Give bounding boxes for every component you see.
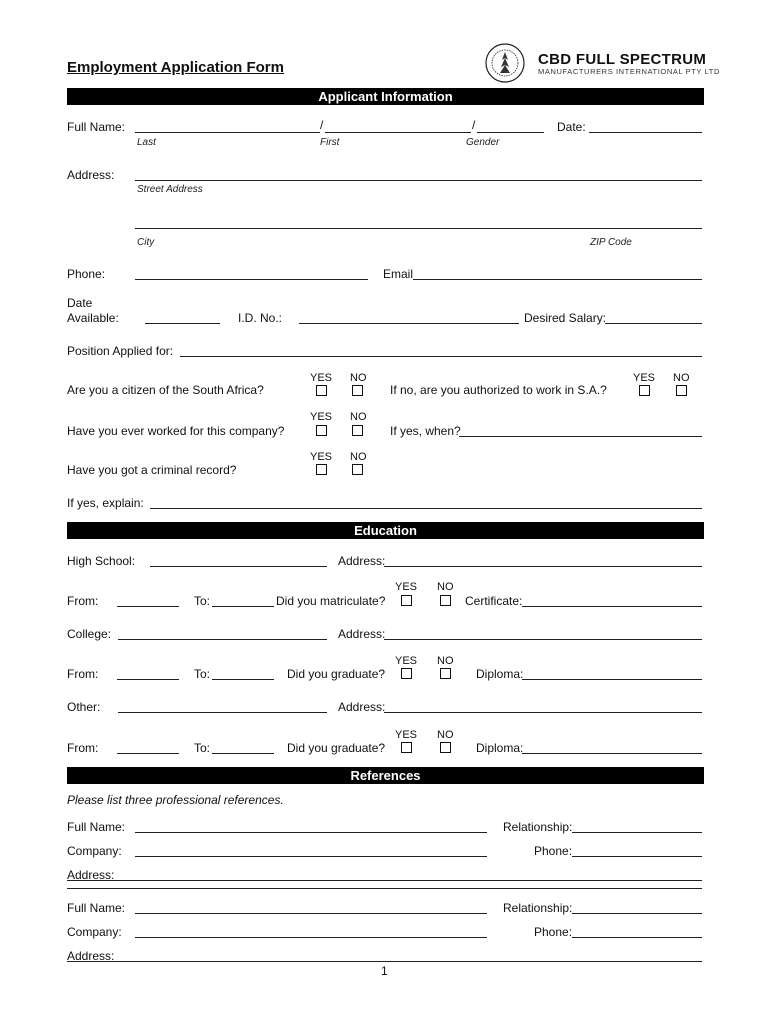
date-label: Date: [557, 120, 586, 134]
ref2-relationship-field[interactable] [572, 913, 702, 914]
criminal-yes-checkbox[interactable] [316, 464, 327, 475]
high-school-from-label: From: [67, 594, 99, 608]
college-to-label: To: [194, 667, 211, 681]
high-school-from-field[interactable] [117, 606, 179, 607]
college-address-label: Address: [338, 627, 386, 641]
date-field[interactable] [589, 132, 702, 133]
college-graduate-no-checkbox[interactable] [440, 668, 451, 679]
city-zip-field[interactable] [135, 228, 702, 229]
criminal-no-label: NO [350, 451, 367, 463]
other-diploma-label: Diploma: [476, 741, 524, 755]
other-field[interactable] [118, 712, 327, 713]
college-from-field[interactable] [117, 679, 179, 680]
page-number: 1 [381, 964, 388, 978]
position-field[interactable] [180, 356, 702, 357]
citizen-question: Are you a citizen of the South Africa? [67, 383, 264, 397]
ref2-phone-field[interactable] [572, 937, 702, 938]
name-separator: / [320, 118, 324, 132]
zip-caption: ZIP Code [590, 237, 632, 248]
college-from-label: From: [67, 667, 99, 681]
high-school-to-field[interactable] [212, 606, 274, 607]
other-graduate-question: Did you graduate? [287, 741, 386, 755]
references-instruction: Please list three professional references. [67, 793, 284, 807]
date-available-field[interactable] [145, 323, 220, 324]
gender-field[interactable] [477, 132, 544, 133]
other-graduate-no-checkbox[interactable] [440, 742, 451, 753]
desired-salary-label: Desired Salary: [524, 311, 607, 325]
logo-subtitle: MANUFACTURERS INTERNATIONAL PTY LTD [538, 67, 720, 76]
matriculate-no-checkbox[interactable] [440, 595, 451, 606]
when-field[interactable] [459, 436, 702, 437]
college-label: College: [67, 627, 112, 641]
ref2-address-label: Address: [67, 949, 115, 963]
ref2-full-name-field[interactable] [135, 913, 487, 914]
matriculate-yes-label: YES [395, 581, 418, 593]
address-label: Address: [67, 168, 115, 182]
college-graduate-yes-checkbox[interactable] [401, 668, 412, 679]
certificate-label: Certificate: [465, 594, 523, 608]
ref1-address-field[interactable] [67, 880, 702, 881]
form-title: Employment Application Form [67, 59, 284, 76]
phone-label: Phone: [67, 267, 106, 281]
high-school-to-label: To: [194, 594, 211, 608]
ref1-relationship-label: Relationship: [503, 820, 573, 834]
college-graduate-no-label: NO [437, 655, 454, 667]
ref2-company-label: Company: [67, 925, 122, 939]
citizen-no-label: NO [350, 372, 367, 384]
explain-field[interactable] [150, 508, 702, 509]
section-references: References [67, 767, 704, 784]
worked-no-checkbox[interactable] [352, 425, 363, 436]
email-field[interactable] [413, 279, 702, 280]
citizen-no-checkbox[interactable] [352, 385, 363, 396]
ref1-company-label: Company: [67, 844, 122, 858]
other-to-label: To: [194, 741, 211, 755]
citizen-yes-label: YES [310, 372, 333, 384]
date-available-label-2: Available: [67, 311, 119, 325]
full-name-first-field[interactable] [325, 132, 471, 133]
high-school-address-field[interactable] [384, 566, 702, 567]
ref1-company-field[interactable] [135, 856, 487, 857]
id-no-field[interactable] [299, 323, 519, 324]
other-graduate-yes-checkbox[interactable] [401, 742, 412, 753]
criminal-question: Have you got a criminal record? [67, 463, 237, 477]
position-label: Position Applied for: [67, 344, 174, 358]
gender-caption: Gender [466, 137, 500, 148]
when-label: If yes, when? [390, 424, 461, 438]
high-school-label: High School: [67, 554, 136, 568]
criminal-no-checkbox[interactable] [352, 464, 363, 475]
college-address-field[interactable] [384, 639, 702, 640]
worked-no-label: NO [350, 411, 367, 423]
high-school-field[interactable] [150, 566, 327, 567]
authorized-no-checkbox[interactable] [676, 385, 687, 396]
section-education: Education [67, 522, 704, 539]
section-applicant-info: Applicant Information [67, 88, 704, 105]
college-graduate-yes-label: YES [395, 655, 418, 667]
matriculate-no-label: NO [437, 581, 454, 593]
authorized-question: If no, are you authorized to work in S.A.? [390, 383, 607, 397]
matriculate-yes-checkbox[interactable] [401, 595, 412, 606]
date-available-label-1: Date [67, 296, 93, 310]
other-to-field[interactable] [212, 753, 274, 754]
ref1-full-name-field[interactable] [135, 832, 487, 833]
phone-field[interactable] [135, 279, 368, 280]
ref2-full-name-label: Full Name: [67, 901, 126, 915]
first-caption: First [320, 137, 340, 148]
ref1-relationship-field[interactable] [572, 832, 702, 833]
city-caption: City [137, 237, 155, 248]
matriculate-question: Did you matriculate? [276, 594, 386, 608]
ref2-phone-label: Phone: [534, 925, 573, 939]
authorized-no-label: NO [673, 372, 690, 384]
other-from-field[interactable] [117, 753, 179, 754]
college-field[interactable] [118, 639, 327, 640]
other-graduate-no-label: NO [437, 729, 454, 741]
criminal-yes-label: YES [310, 451, 333, 463]
desired-salary-field[interactable] [605, 323, 702, 324]
ref2-address-field[interactable] [67, 961, 702, 962]
other-label: Other: [67, 700, 101, 714]
email-label: Email [383, 267, 414, 281]
company-seal-icon [480, 42, 530, 84]
college-graduate-question: Did you graduate? [287, 667, 386, 681]
other-graduate-yes-label: YES [395, 729, 418, 741]
name-separator: / [472, 118, 476, 132]
full-name-label: Full Name: [67, 120, 126, 134]
citizen-yes-checkbox[interactable] [316, 385, 327, 396]
worked-yes-label: YES [310, 411, 333, 423]
other-from-label: From: [67, 741, 99, 755]
logo-wordmark: CBD FULL SPECTRUM [538, 51, 707, 68]
college-diploma-label: Diploma: [476, 667, 524, 681]
ref1-address-label: Address: [67, 868, 115, 882]
explain-label: If yes, explain: [67, 496, 144, 510]
street-caption: Street Address [137, 184, 203, 195]
worked-question: Have you ever worked for this company? [67, 424, 285, 438]
high-school-address-label: Address: [338, 554, 386, 568]
ref1-separator [67, 888, 702, 889]
ref2-company-field[interactable] [135, 937, 487, 938]
ref2-relationship-label: Relationship: [503, 901, 573, 915]
authorized-yes-checkbox[interactable] [639, 385, 650, 396]
authorized-yes-label: YES [633, 372, 656, 384]
full-name-last-field[interactable] [135, 132, 320, 133]
ref1-phone-label: Phone: [534, 844, 573, 858]
ref1-phone-field[interactable] [572, 856, 702, 857]
certificate-field[interactable] [522, 606, 702, 607]
ref1-full-name-label: Full Name: [67, 820, 126, 834]
other-diploma-field[interactable] [522, 753, 702, 754]
other-address-label: Address: [338, 700, 386, 714]
other-address-field[interactable] [384, 712, 702, 713]
id-no-label: I.D. No.: [238, 311, 283, 325]
college-to-field[interactable] [212, 679, 274, 680]
last-caption: Last [137, 137, 156, 148]
street-address-field[interactable] [135, 180, 702, 181]
worked-yes-checkbox[interactable] [316, 425, 327, 436]
college-diploma-field[interactable] [522, 679, 702, 680]
